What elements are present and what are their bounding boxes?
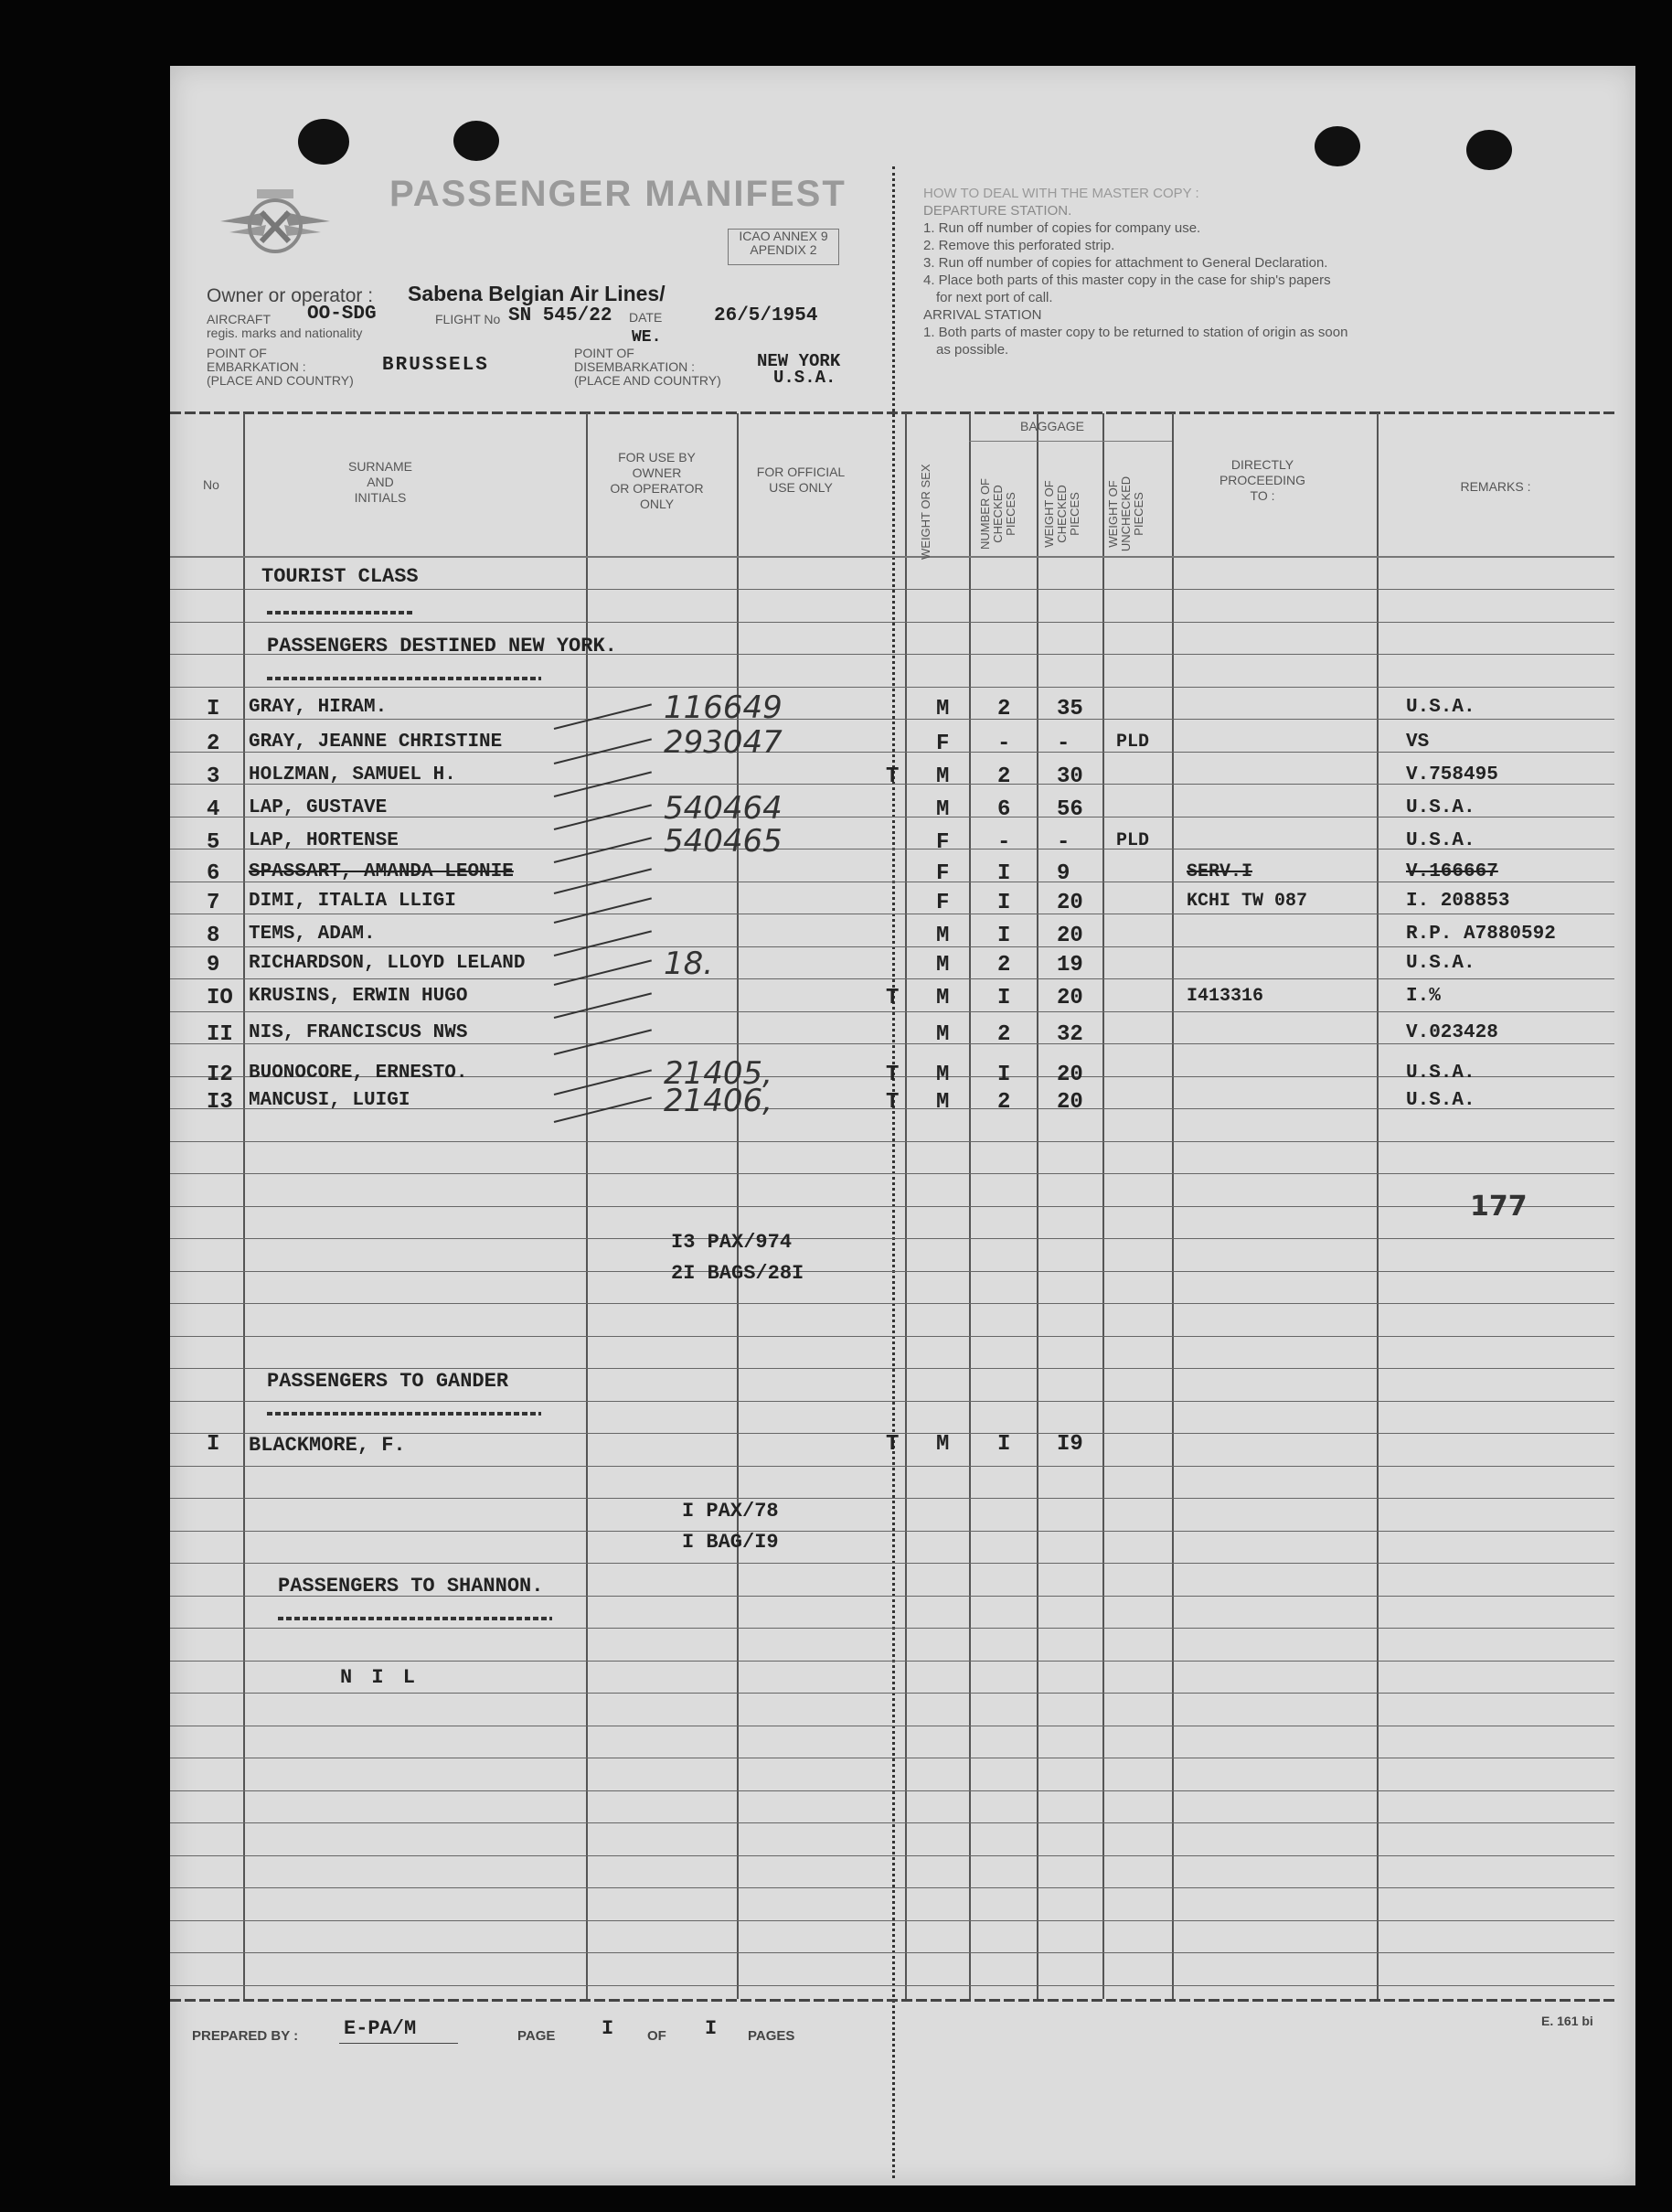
row-no: I [207,697,220,721]
of-label: OF [647,2028,666,2044]
row-checked-pieces: - [997,732,1011,756]
date-value: 26/5/1954 [714,305,818,326]
gander-pieces: I [997,1432,1011,1457]
table-row-rule [170,1271,1614,1272]
col-surname-line: SURNAME [347,459,412,474]
baggage-header-rule [969,441,1172,442]
prepared-value: E-PA/M [344,2017,417,2040]
table-row-rule [170,1303,1614,1304]
row-proceeding: I413316 [1187,986,1264,1007]
row-remarks: U.S.A. [1406,1090,1475,1111]
row-no: 7 [207,891,220,915]
embark-label-line: POINT OF [207,346,267,360]
row-checked-pieces: 2 [997,697,1011,721]
instructions-item: ARRIVAL STATION [923,307,1042,323]
row-unchecked: PLD [1116,830,1150,851]
table-top-border [170,411,1614,414]
table-row-rule [170,1628,1614,1629]
instructions-heading: HOW TO DEAL WITH THE MASTER COPY : [923,186,1199,201]
disembark-value-1: NEW YORK [757,351,841,371]
header-bottom-rule [170,556,1614,558]
row-sex: F [936,891,950,915]
instructions-block [923,185,1347,358]
col-unchecked-weight-line: WEIGHT OF [1106,480,1120,548]
section-gander: PASSENGERS TO GANDER [267,1370,509,1393]
row-owner-use: 116649 [664,689,783,726]
punch-hole [453,121,499,161]
row-name: GRAY, JEANNE CHRISTINE [249,732,503,753]
row-no: I3 [207,1090,233,1115]
embark-label [207,347,354,388]
row-owner-use: 21406, [664,1083,772,1119]
disembark-label-line: (PLACE AND COUNTRY) [574,373,721,388]
table-row-rule [170,1790,1614,1791]
table-row-rule [170,1952,1614,1953]
row-name: NIS, FRANCISCUS NWS [249,1022,468,1043]
row-remarks: V.023428 [1406,1022,1498,1043]
pen-tick-mark [554,1096,652,1123]
row-name: MANCUSI, LUIGI [249,1090,410,1111]
col-owner-use-line: ONLY [639,497,675,511]
table-row-rule [170,1368,1614,1369]
row-no: 5 [207,830,220,855]
row-no: 3 [207,764,220,789]
prepared-label: PREPARED BY : [192,2028,299,2044]
table-row-rule [170,1563,1614,1564]
col-owner-use-line: FOR USE BY [618,450,696,465]
icao-box [728,229,839,265]
flight-value: SN 545/22 [508,305,612,326]
gander-no: I [207,1432,220,1457]
col-surname-line: AND [367,475,394,489]
pen-tick-mark [554,1029,652,1055]
section-underline [267,677,541,680]
row-checked-weight: 20 [1057,924,1083,948]
table-row-rule [170,1920,1614,1921]
row-sex: M [936,797,950,822]
row-checked-pieces: - [997,830,1011,855]
row-remarks: U.S.A. [1406,830,1475,851]
table-row-rule [170,719,1614,720]
of-value: I [705,2017,718,2040]
instructions-departure: DEPARTURE STATION. [923,203,1072,219]
row-checked-weight: 20 [1057,986,1083,1010]
count-note: 177 [1470,1191,1528,1223]
pen-tick-mark [554,992,652,1019]
pen-tick-mark [554,703,652,730]
table-row-rule [170,1693,1614,1694]
row-owner-use: 293047 [664,724,783,761]
page-label: PAGE [517,2028,556,2044]
row-name: LAP, GUSTAVE [249,797,388,818]
row-t-mark: T [886,1063,900,1087]
col-unchecked-weight-line: PIECES [1132,492,1145,536]
row-name: LAP, HORTENSE [249,830,399,851]
col-no: No [203,477,219,492]
row-no: 4 [207,797,220,822]
ny-total-pax: I3 PAX/974 [671,1231,793,1254]
row-owner-use: 540465 [664,823,783,860]
col-owner-use-line: OWNER [632,465,682,480]
row-checked-weight: 32 [1057,1022,1083,1047]
table-row-rule [170,1141,1614,1142]
row-name: HOLZMAN, SAMUEL H. [249,764,456,785]
flight-sub: WE. [632,328,662,347]
row-proceeding: KCHI TW 087 [1187,891,1308,912]
table-row-rule [170,622,1614,623]
row-checked-pieces: I [997,1063,1011,1087]
row-name: SPASSART, AMANDA LEONIE [249,861,514,882]
gander-name: BLACKMORE, F. [249,1434,406,1457]
disembark-value-2: U.S.A. [773,368,836,388]
col-official-use-line: USE ONLY [769,480,833,495]
table-row-rule [170,1498,1614,1499]
col-proceeding [1171,457,1354,504]
row-t-mark: T [886,764,900,789]
gander-total-pax: I PAX/78 [682,1500,779,1523]
row-checked-pieces: I [997,891,1011,915]
row-no: 2 [207,732,220,756]
table-row-rule [170,1985,1614,1986]
col-proceeding-line: PROCEEDING [1219,473,1306,487]
col-unchecked-weight [1107,468,1145,560]
table-row-rule [170,1531,1614,1532]
row-remarks: U.S.A. [1406,697,1475,718]
regis-label: regis. marks and nationality [207,326,363,340]
row-no: 6 [207,861,220,886]
table-row-rule [170,1173,1614,1174]
row-remarks: V.166667 [1406,861,1498,882]
col-baggage: BAGGAGE [1019,419,1085,433]
row-remarks: U.S.A. [1406,1063,1475,1084]
table-row-rule [170,1043,1614,1044]
table-row-rule [170,1011,1614,1012]
col-owner-use [586,450,728,512]
col-checked-weight-line: WEIGHT OF [1042,480,1056,548]
pen-tick-mark [554,959,652,986]
col-remarks: REMARKS : [1460,479,1531,494]
gander-t: T [886,1432,900,1457]
row-checked-pieces: I [997,986,1011,1010]
date-label: DATE [629,310,663,325]
icao-line: APENDIX 2 [750,242,817,257]
col-owner-use-line: OR OPERATOR [610,481,704,496]
section-ny: PASSENGERS DESTINED NEW YORK. [267,635,617,657]
gander-sex: M [936,1432,950,1457]
gander-total-bags: I BAG/I9 [682,1531,779,1554]
perforation-line [892,166,895,2178]
col-checked-pieces-line: PIECES [1004,492,1017,536]
col-proceeding-line: TO : [1250,488,1275,503]
pen-tick-mark [554,1069,652,1095]
row-checked-pieces: I [997,861,1011,886]
table-row-rule [170,687,1614,688]
section-underline [267,1412,541,1416]
prepared-underline [339,2043,458,2044]
instructions-item: 3. Run off number of copies for attachment to General Declaration. [923,255,1328,271]
row-remarks: I.% [1406,986,1441,1007]
table-row-rule [170,1822,1614,1823]
col-official-use [737,465,865,496]
row-checked-weight: 35 [1057,697,1083,721]
row-no: IO [207,986,233,1010]
punch-hole [1315,126,1360,166]
row-sex: M [936,986,950,1010]
aircraft-label: AIRCRAFT [207,312,271,326]
row-sex: F [936,830,950,855]
col-checked-pieces-line: CHECKED [991,485,1005,543]
col-checked-weight-line: CHECKED [1055,485,1069,543]
row-remarks: V.758495 [1406,764,1498,785]
row-checked-pieces: 2 [997,1022,1011,1047]
col-proceeding-line: DIRECTLY [1230,457,1294,472]
row-t-mark: T [886,1090,900,1115]
row-sex: M [936,953,950,978]
row-name: RICHARDSON, LLOYD LELAND [249,953,526,974]
form-code: E. 161 bi [1541,2014,1593,2028]
embark-label-line: (PLACE AND COUNTRY) [207,373,354,388]
row-checked-pieces: I [997,924,1011,948]
form-title: PASSENGER MANIFEST [389,174,847,214]
row-sex: M [936,1063,950,1087]
table-row-rule [170,589,1614,590]
row-checked-weight: 9 [1057,861,1070,886]
footer-bottom-border [170,1999,1614,2002]
row-checked-weight: - [1057,732,1070,756]
row-sex: M [936,1090,950,1115]
instructions-item: for next port of call. [936,290,1053,305]
row-name: BUONOCORE, ERNESTO. [249,1063,468,1084]
table-row-rule [170,1336,1614,1337]
row-name: TEMS, ADAM. [249,924,376,945]
pages-label: PAGES [748,2028,795,2044]
row-sex: F [936,861,950,886]
row-name: DIMI, ITALIA LLIGI [249,891,456,912]
row-sex: M [936,924,950,948]
table-row-rule [170,1887,1614,1888]
owner-label: Owner or operator : [207,285,374,306]
row-no: II [207,1022,233,1047]
col-weight-sex: WEIGHT OR SEX [919,464,932,560]
table-row-rule [170,946,1614,947]
row-remarks: VS [1406,732,1430,753]
col-surname [243,459,517,506]
row-sex: F [936,732,950,756]
col-surname-line: INITIALS [354,490,407,505]
pen-tick-mark [554,837,652,863]
row-sex: M [936,697,950,721]
sabena-logo-icon [216,185,335,267]
disembark-label [574,347,721,388]
row-checked-weight: 20 [1057,1090,1083,1115]
row-t-mark: T [886,986,900,1010]
col-checked-weight-line: PIECES [1068,492,1081,536]
row-name: KRUSINS, ERWIN HUGO [249,986,468,1007]
col-unchecked-weight-line: UNCHECKED [1119,476,1133,552]
row-no: 9 [207,953,220,978]
instructions-item: 2. Remove this perforated strip. [923,238,1115,253]
row-checked-weight: 19 [1057,953,1083,978]
row-owner-use: 540464 [664,790,783,827]
table-row-rule [170,978,1614,979]
col-official-use-line: FOR OFFICIAL [756,465,846,479]
pen-tick-mark [554,897,652,924]
row-owner-use: 18. [664,946,714,982]
icao-line: ICAO ANNEX 9 [739,229,828,243]
row-remarks: U.S.A. [1406,953,1475,974]
disembark-label-line: DISEMBARKATION : [574,359,695,374]
table-row-rule [170,1661,1614,1662]
row-checked-pieces: 6 [997,797,1011,822]
row-checked-weight: 20 [1057,1063,1083,1087]
row-sex: M [936,764,950,789]
row-checked-pieces: 2 [997,953,1011,978]
table-row-rule [170,1855,1614,1856]
embark-label-line: EMBARKATION : [207,359,306,374]
instructions-item: 4. Place both parts of this master copy in the case for ship's papers [923,272,1331,288]
table-row-rule [170,1206,1614,1207]
row-no: 8 [207,924,220,948]
table-row-rule [170,1401,1614,1402]
row-proceeding: SERV.I [1187,861,1253,882]
row-name: GRAY, HIRAM. [249,697,388,718]
col-checked-pieces-line: NUMBER OF [978,478,992,550]
row-remarks: R.P. A7880592 [1406,924,1556,945]
embark-value: BRUSSELS [382,355,489,376]
punch-hole [1466,130,1512,170]
row-checked-weight: - [1057,830,1070,855]
row-checked-weight: 30 [1057,764,1083,789]
row-sex: M [936,1022,950,1047]
row-remarks: I. 208853 [1406,891,1510,912]
disembark-label-line: POINT OF [574,346,634,360]
flight-label: FLIGHT No [435,312,501,326]
owner-value: Sabena Belgian Air Lines/ [408,282,666,305]
manifest-sheet [170,66,1635,2185]
section-underline [267,611,413,614]
row-no: I2 [207,1063,233,1087]
row-remarks: U.S.A. [1406,797,1475,818]
instructions-item: 1. Both parts of master copy to be returned to station of origin as soon [923,325,1348,340]
table-row-rule [170,1466,1614,1467]
section-nil: N I L [340,1666,420,1689]
gander-weight: I9 [1057,1432,1083,1457]
pen-tick-mark [554,930,652,956]
instructions-item: 1. Run off number of copies for company use. [923,220,1201,236]
section-underline [278,1617,552,1620]
instructions-item: as possible. [936,342,1009,358]
col-checked-pieces [979,468,1017,560]
aircraft-value: OO-SDG [307,304,377,325]
row-checked-weight: 20 [1057,891,1083,915]
row-owner-use: 21405, [664,1055,772,1092]
row-checked-pieces: 2 [997,1090,1011,1115]
row-checked-pieces: 2 [997,764,1011,789]
table-row-rule [170,1238,1614,1239]
col-checked-weight [1043,468,1081,560]
ny-total-bags: 2I BAGS/28I [671,1262,804,1285]
row-unchecked: PLD [1116,732,1150,753]
row-checked-weight: 56 [1057,797,1083,822]
page-value: I [602,2017,614,2040]
section-tourist: TOURIST CLASS [261,565,419,588]
punch-hole [298,119,349,165]
section-shannon: PASSENGERS TO SHANNON. [278,1575,544,1598]
